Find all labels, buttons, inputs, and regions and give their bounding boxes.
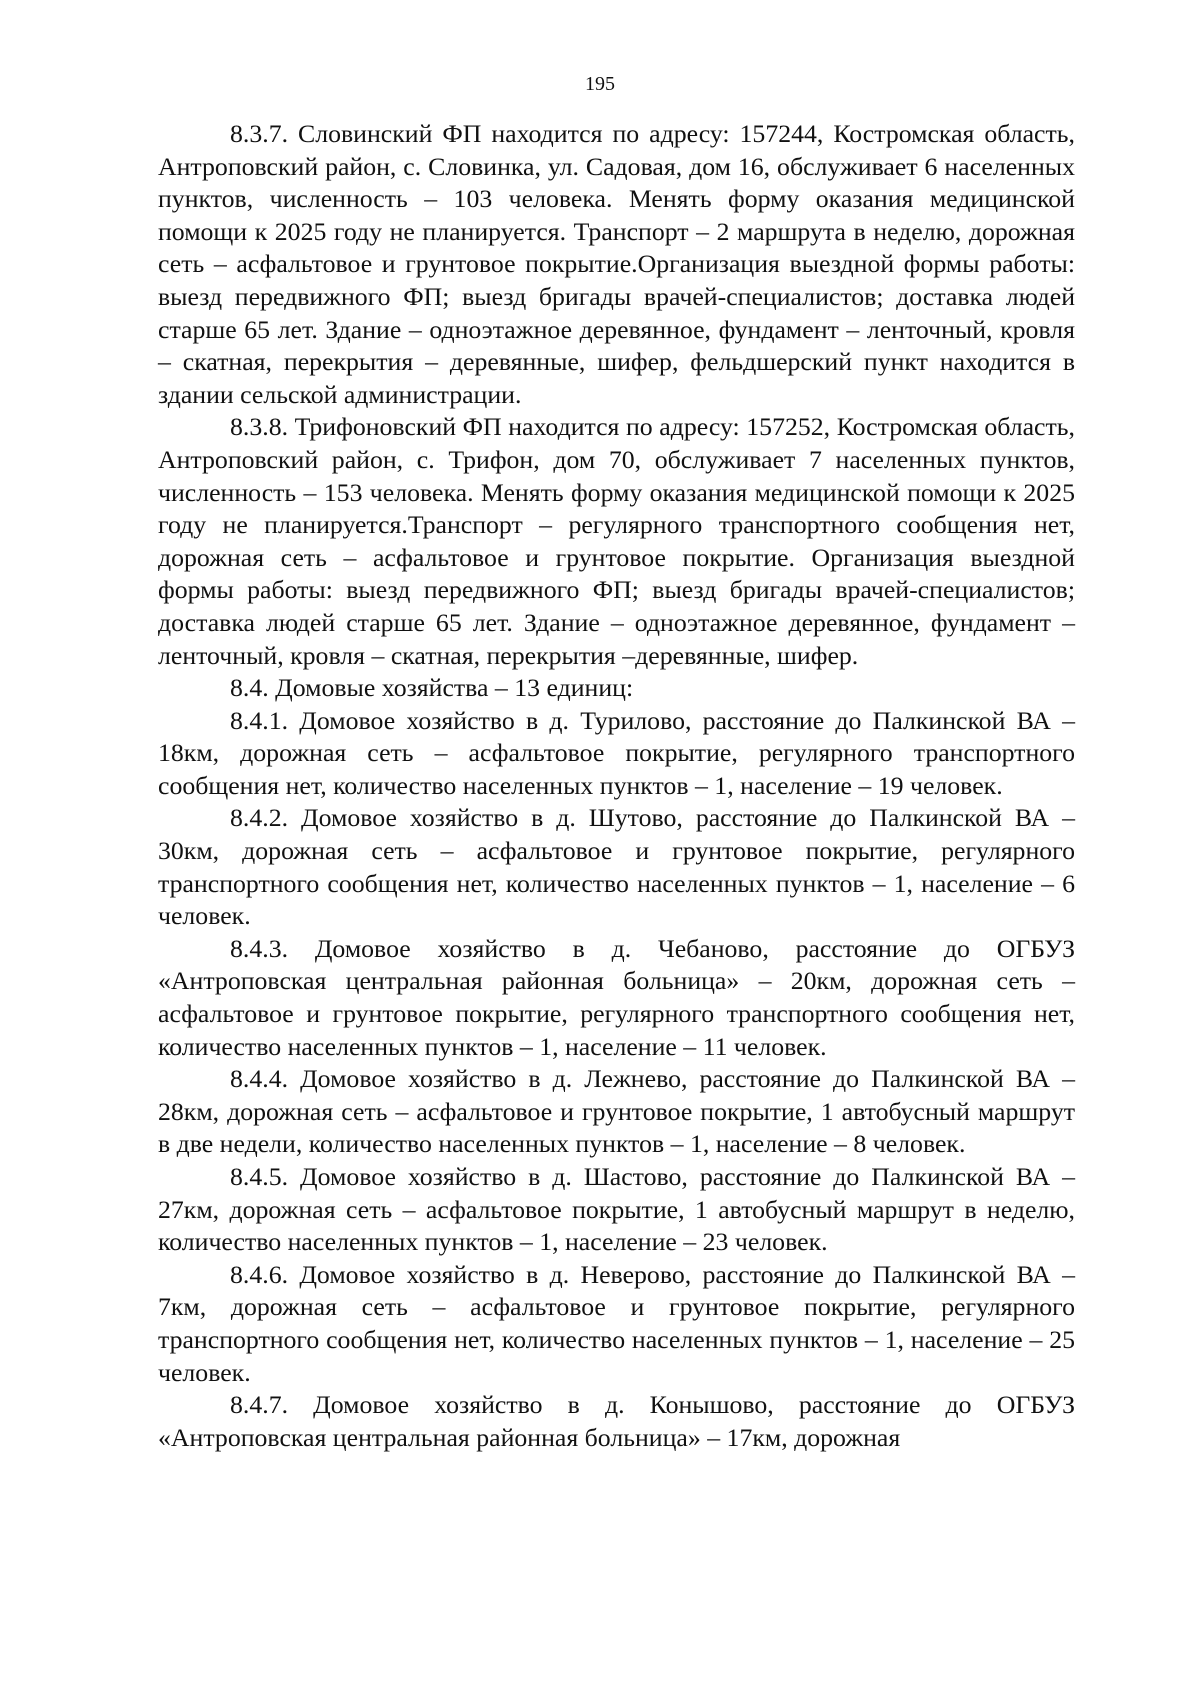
paragraph-8-4-4: 8.4.4. Домовое хозяйство в д. Лежнево, расстояние до Палкинской ВА – 28км, дорожная сеть – асфальтовое и грунтовое покрытие, 1 автобусный маршрут в две недели, количество населенных пунктов – 1, население – 8 человек. [158, 1064, 1075, 1159]
paragraph-8-4-5: 8.4.5. Домовое хозяйство в д. Шастово, расстояние до Палкинской ВА – 27км, дорожная сеть – асфальтовое покрытие, 1 автобусный маршрут в неделю, количество населенных пунктов – 1, население – 23 человек. [158, 1162, 1075, 1257]
paragraph-8-4-2: 8.4.2. Домовое хозяйство в д. Шутово, расстояние до Палкинской ВА – 30км, дорожная сеть – асфальтовое и грунтовое покрытие, регулярного транспортного сообщения нет, количество населенных пунктов – 1, население – 6 человек. [158, 803, 1075, 931]
page-number: 195 [585, 73, 615, 95]
paragraph-8-4-1: 8.4.1. Домовое хозяйство в д. Турилово, расстояние до Палкинской ВА – 18км, дорожная сеть – асфальтовое покрытие, регулярного транспортного сообщения нет, количество населенных пунктов – 1, население – 19 человек. [158, 705, 1075, 800]
document-body [158, 118, 1075, 1454]
paragraph-8-4-7: 8.4.7. Домовое хозяйство в д. Конышово, расстояние до ОГБУЗ «Антроповская центральная районная больница» – 17км, дорожная [158, 1390, 1075, 1452]
paragraph-8-3-8: 8.3.8. Трифоновский ФП находится по адресу: 157252, Костромская область, Антроповский район, с. Трифон, дом 70, обслуживает 7 населенных пунктов, численность – 153 человека. Менять форму оказания медицинской помощи к 2025 году не планируется.Транспорт – регулярного транспортного сообщения нет, дорожная сеть – асфальтовое и грунтовое покрытие. Организация выездной формы работы: выезд передвижного ФП; выезд бригады врачей-специалистов; доставка людей старше 65 лет. Здание – одноэтажное деревянное, фундамент – ленточный, кровля – скатная, перекрытия –деревянные, шифер. [158, 412, 1075, 670]
paragraph-8-4: 8.4. Домовые хозяйства – 13 единиц: [230, 673, 634, 703]
paragraph-8-3-7: 8.3.7. Словинский ФП находится по адресу: 157244, Костромская область, Антроповский район, с. Словинка, ул. Садовая, дом 16, обслуживает 6 населенных пунктов, численность – 103 человека. Менять форму оказания медицинской помощи к 2025 году не планируется. Транспорт – 2 маршрута в неделю, дорожная сеть – асфальтовое и грунтовое покрытие.Организация выездной формы работы: выезд передвижного ФП; выезд бригады врачей-специалистов; доставка людей старше 65 лет. Здание – одноэтажное деревянное, фундамент – ленточный, кровля – скатная, перекрытия – деревянные, шифер, фельдшерский пункт находится в здании сельской администрации. [158, 119, 1075, 409]
paragraph-8-4-6: 8.4.6. Домовое хозяйство в д. Неверово, расстояние до Палкинской ВА – 7км, дорожная сеть – асфальтовое и грунтовое покрытие, регулярного транспортного сообщения нет, количество населенных пунктов – 1, население – 25 человек. [158, 1259, 1075, 1387]
paragraph-8-4-3: 8.4.3. Домовое хозяйство в д. Чебаново, расстояние до ОГБУЗ «Антроповская центральная районная больница» – 20км, дорожная сеть – асфальтовое и грунтовое покрытие, регулярного транспортного сообщения нет, количество населенных пунктов – 1, население – 11 человек. [158, 933, 1075, 1061]
